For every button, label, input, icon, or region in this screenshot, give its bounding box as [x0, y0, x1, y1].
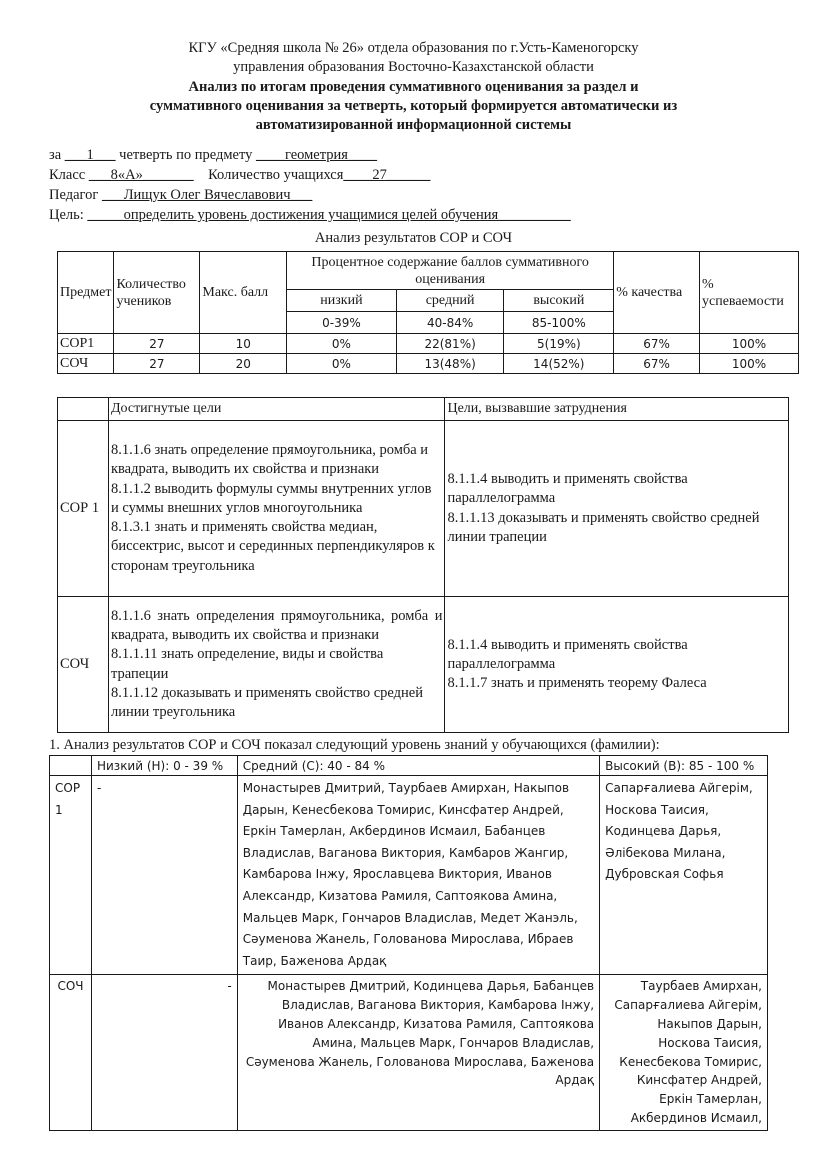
levels-header-low: Низкий (Н): 0 - 39 %: [91, 756, 237, 776]
row-max-score: 10: [200, 334, 287, 354]
header-subject: Предмет: [58, 252, 114, 334]
levels-header-high: Высокий (В): 85 - 100 %: [600, 756, 768, 776]
goals-header-empty: [58, 398, 109, 421]
levels-table: [49, 755, 768, 1131]
table-row: [58, 421, 789, 597]
header-high-range: 85-100%: [504, 312, 614, 334]
subject-value: ____геометрия____: [255, 147, 377, 163]
levels-mid-cell: Монастырев Дмитрий, Кодинцева Дарья, Бабанцев Владислав, Ваганова Виктория, Камбарова Інжу, Иванов Александр, Кизатова Рамиля, Саптоякова Амина, Мальцев Марк, Гончаров Владислав, Сәуменова Жанель, Голованова Мирослава, Баженова Ардақ: [237, 975, 599, 1130]
goal-item: 8.1.3.1 знать и применять свойства медиан, биссектрис, высот и серединных перпендикуляров к сторонам треугольника: [110, 519, 435, 574]
teacher-value: ___Лищук Олег Вячеславович___: [101, 187, 313, 203]
row-progress: 100%: [700, 334, 799, 354]
row-low: 0%: [287, 354, 397, 374]
quarter-value: ___1___: [64, 147, 116, 163]
row-subject: СОР1: [58, 334, 114, 354]
teacher-label: Педагог: [49, 187, 102, 203]
table-row: [50, 776, 768, 975]
levels-header-mid: Средний (С): 40 - 84 %: [237, 756, 599, 776]
header-high: высокий: [504, 290, 614, 312]
levels-low-cell: -: [91, 776, 237, 975]
goal-item: 8.1.1.6 знать определение прямоугольника, ромба и квадрата, выводить их свойства и признаки: [110, 441, 429, 478]
quarter-subject-field: [49, 146, 377, 165]
header-students: Количество учеников: [114, 252, 200, 334]
row-subject: СОЧ: [58, 354, 114, 374]
goal-field: [49, 206, 571, 225]
quarter-label: за: [49, 147, 65, 163]
goals-header-achieved: Достигнутые цели: [108, 398, 445, 421]
goals-header-difficult: Цели, вызвавшие затруднения: [445, 398, 789, 421]
goal-item: 8.1.1.4 выводить и применять свойства параллелограмма: [447, 636, 688, 672]
row-max-score: 20: [200, 354, 287, 374]
class-value: ___8«А»_______: [88, 167, 194, 183]
results-table: [57, 251, 799, 374]
table-row: [58, 354, 799, 374]
goals-row-label: СОР 1: [58, 421, 109, 597]
school-name-line: КГУ «Средняя школа № 26» отдела образования по г.Усть-Каменогорску: [188, 40, 639, 56]
row-mid: 22(81%): [396, 334, 504, 354]
header-mid: средний: [396, 290, 504, 312]
levels-mid-cell: Монастырев Дмитрий, Таурбаев Амирхан, Накыпов Дарын, Кенесбекова Томирис, Кинсфатер Андрей, Еркін Тамерлан, Акбердинов Исмаил, Бабанцев Владислав, Ваганова Виктория, Камбаров Жангир, Камбарова Інжу, Ярославцева Виктория, Иванов Александр, Кизатова Рамиля, Саптоякова Амина, Мальцев Марк, Гончаров Владислав, Медет Жанэль, Сәуменова Жанель, Голованова Мирослава, Ибраев Таир, Баженова Ардақ: [237, 776, 599, 975]
document-title-line-2: суммативного оценивания за четверть, который формируется автоматически из: [149, 98, 678, 114]
achieved-goals-cell: [108, 597, 445, 733]
goal-item: 8.1.1.7 знать и применять теорему Фалеса: [447, 675, 707, 692]
header-mid-range: 40-84%: [396, 312, 504, 334]
row-low: 0%: [287, 334, 397, 354]
row-quality: 67%: [614, 354, 700, 374]
teacher-field: [49, 186, 312, 205]
subject-label: четверть по предмету: [115, 147, 256, 163]
row-students: 27: [114, 354, 200, 374]
class-label: Класс: [49, 167, 89, 183]
table-row: [58, 334, 799, 354]
row-students: 27: [114, 334, 200, 354]
levels-low-cell: -: [91, 975, 237, 1130]
goal-label: Цель:: [49, 207, 88, 223]
students-count-value: ____27______: [343, 167, 431, 183]
difficult-goals-cell: [445, 421, 789, 597]
document-title-line-1: Анализ по итогам проведения суммативного оценивания за раздел и: [188, 79, 639, 95]
header-quality: % качества: [614, 252, 700, 334]
levels-row-label: СОЧ: [50, 975, 92, 1130]
row-progress: 100%: [700, 354, 799, 374]
table-row: [50, 975, 768, 1130]
goal-item: 8.1.1.13 доказывать и применять свойство средней линии трапеции: [447, 509, 760, 545]
document-title-line-3: автоматизированной информационной системы: [255, 117, 572, 133]
goals-row-label: СОЧ: [58, 597, 109, 733]
results-caption: Анализ результатов СОР и СОЧ: [314, 230, 513, 246]
students-count-label: Количество учащихся: [193, 167, 344, 183]
table-row: [58, 597, 789, 733]
goal-item: 8.1.1.12 доказывать и применять свойство средней линии треугольника: [110, 684, 423, 721]
class-field: [49, 166, 430, 185]
goal-item: 8.1.1.6 знать определения прямоугольника, ромба и квадрата, выводить их свойства и признаки: [110, 607, 443, 643]
department-line: управления образования Восточно-Казахстанской области: [233, 59, 594, 75]
row-high: 14(52%): [504, 354, 614, 374]
levels-high-cell: Сапарғалиева Айгерім, Носкова Таисия, Кодинцева Дарья, Әлібекова Милана, Дубровская Софья: [600, 776, 768, 975]
achieved-goals-cell: [108, 421, 445, 597]
levels-header-empty: [50, 756, 92, 776]
header-percent-group: Процентное содержание баллов суммативного оценивания: [287, 252, 614, 290]
row-mid: 13(48%): [396, 354, 504, 374]
header-max-score: Макс. балл: [200, 252, 287, 334]
header-low-range: 0-39%: [287, 312, 397, 334]
goal-item: 8.1.1.4 выводить и применять свойства параллелограмма: [447, 470, 688, 507]
row-quality: 67%: [614, 334, 700, 354]
levels-high-cell: Таурбаев Амирхан, Сапарғалиева Айгерім, Накыпов Дарын, Носкова Таисия, Кенесбекова Томирис, Кинсфатер Андрей, Еркін Тамерлан, Акбердинов Исмаил,: [600, 975, 768, 1130]
levels-note: 1. Анализ результатов СОР и СОЧ показал следующий уровень знаний у обучающихся (фамилии):: [49, 737, 660, 753]
header-progress: % успеваемости: [700, 252, 799, 334]
goals-table: [57, 397, 789, 733]
goal-value: _____определить уровень достижения учащимися целей обучения__________: [87, 207, 571, 223]
header-low: низкий: [287, 290, 397, 312]
difficult-goals-cell: [445, 597, 789, 733]
goal-item: 8.1.1.2 выводить формулы суммы внутренних углов и суммы внешних углов многоугольника: [110, 480, 432, 516]
levels-row-label: СОР 1: [50, 776, 92, 975]
row-high: 5(19%): [504, 334, 614, 354]
goal-item: 8.1.1.11 знать определение, виды и свойства трапеции: [110, 646, 384, 682]
